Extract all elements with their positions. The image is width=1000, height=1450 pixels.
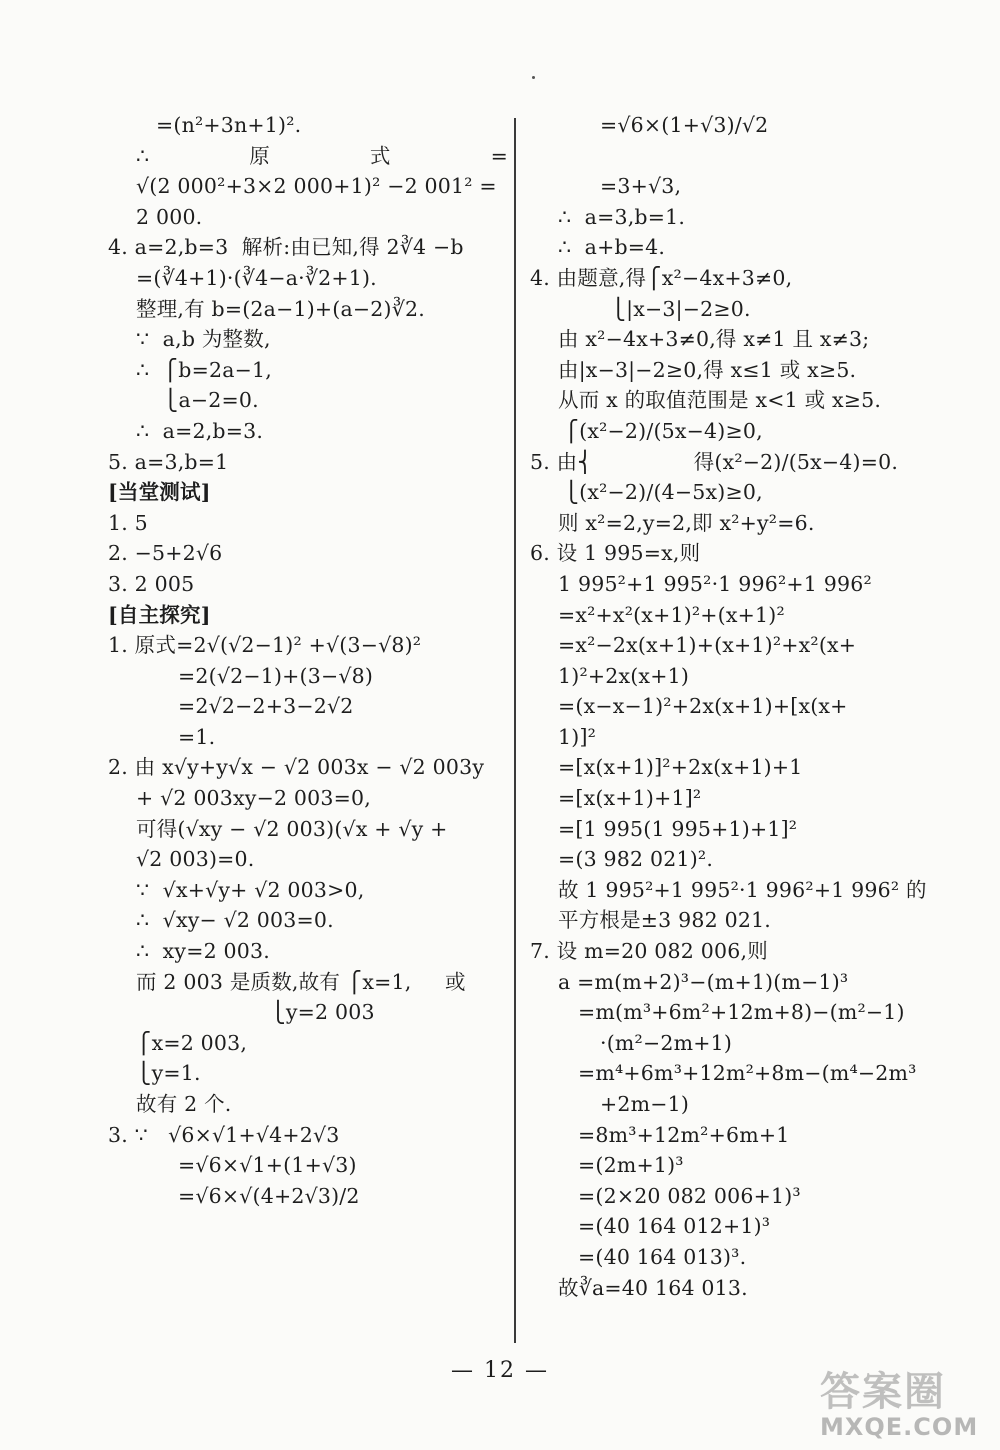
text-line: =(2m+1)³: [578, 1153, 684, 1178]
text-line: =1.: [178, 724, 216, 749]
text-line: =(2×20 082 006+1)³: [578, 1183, 801, 1208]
text-line: 整理,有 b=(2a−1)+(a−2)∛2.: [136, 296, 425, 321]
text-line: 2. 由 x√y+y√x − √2 003x − √2 003y: [108, 755, 485, 780]
text-line: 2. −5+2√6: [108, 541, 223, 566]
text-line: 由|x−3|−2≥0,得 x≤1 或 x≥5.: [558, 357, 857, 382]
text-line: ⎩y=1.: [136, 1061, 201, 1086]
right-column: [530, 110, 950, 1303]
text-line: =[1 995(1 995+1)+1]²: [558, 816, 798, 841]
text-line: √(2 000²+3×2 000+1)² −2 001² =: [136, 174, 497, 199]
text-line: +2m−1): [600, 1092, 690, 1116]
watermark-logo-text: 答案圈: [820, 1368, 946, 1415]
text-line: √2 003)=0.: [136, 847, 255, 872]
text-line: 故有 2 个.: [136, 1092, 232, 1116]
text-line: 3. 2 005: [108, 571, 195, 596]
speck-mark: [532, 76, 535, 79]
text-line: 1)]²: [558, 724, 597, 749]
text-line: ⎩(x²−2)/(4−5x)≥0,: [530, 480, 763, 505]
text-line: ∴ a=3,b=1.: [558, 204, 686, 229]
text-line: =√6×√(4+2√3)/2: [178, 1183, 360, 1208]
text-line: =[x(x+1)]²+2x(x+1)+1: [558, 755, 803, 780]
text-line: 7. 设 m=20 082 006,则: [530, 939, 768, 964]
text-line: ∴ xy=2 003.: [136, 939, 270, 964]
text-line: 故 1 995²+1 995²·1 996²+1 996² 的: [558, 877, 927, 902]
text-line: ∵ a,b 为整数,: [136, 327, 271, 352]
text-line: [108, 141, 508, 172]
text-line: =(40 164 012+1)³: [578, 1214, 771, 1239]
text-line: =x²−2x(x+1)+(x+1)²+x²(x+: [558, 633, 857, 658]
text-line: [530, 141, 950, 172]
text-line: =2√2−2+3−2√2: [178, 694, 354, 719]
text-line: 5. a=3,b=1: [108, 449, 229, 474]
text-line: =x²+x²(x+1)²+(x+1)²: [558, 602, 785, 627]
site-watermark: [820, 1370, 990, 1446]
text-line: 而 2 003 是质数,故有 ⎧x=1, 或: [136, 969, 466, 994]
text-line: ∴ √xy− √2 003=0.: [136, 908, 334, 933]
text-line: 1. 5: [108, 510, 148, 535]
page-number: — 12 —: [451, 1358, 549, 1383]
text-line: 从而 x 的取值范围是 x<1 或 x≥5.: [558, 388, 882, 413]
section-header: [当堂测试]: [108, 480, 211, 505]
left-column: [108, 110, 508, 1211]
text-line: 2 000.: [136, 204, 203, 229]
text-line: =2(√2−1)+(3−√8): [178, 663, 374, 688]
text-line: =(3 982 021)².: [558, 847, 714, 872]
column-divider: [514, 118, 516, 1343]
text-line: =m(m³+6m²+12m+8)−(m²−1): [578, 1000, 905, 1025]
text-line: ⎧x=2 003,: [136, 1030, 248, 1055]
text-token: =: [490, 143, 508, 168]
text-line: ∴ ⎧b=2a−1,: [136, 357, 272, 382]
text-line: =(40 164 013)³.: [578, 1244, 747, 1269]
text-line: + √2 003xy−2 003=0,: [136, 786, 371, 811]
text-line: 4. a=2,b=3 解析:由已知,得 2∛4 −b: [108, 235, 464, 260]
watermark-url: MXQE.COM: [820, 1413, 979, 1441]
text-line: ⎩|x−3|−2≥0.: [530, 296, 751, 321]
text-line: =[x(x+1)+1]²: [558, 786, 702, 811]
text-line: 则 x²=2,y=2,即 x²+y²=6.: [558, 510, 815, 535]
text-line: ∴ a=2,b=3.: [136, 418, 264, 443]
text-line: 4. 由题意,得⎧x²−4x+3≠0,: [530, 265, 793, 290]
text-line: 由 x²−4x+3≠0,得 x≠1 且 x≠3;: [558, 327, 870, 352]
text-line: 5. 由⎨ 得(x²−2)/(5x−4)=0.: [530, 449, 899, 474]
text-line: 3. ∵ √6×√1+√4+2√3: [108, 1122, 340, 1147]
text-token: ∴: [136, 143, 150, 168]
section-header: [自主探究]: [108, 602, 211, 627]
text-line: ⎩a−2=0.: [136, 388, 259, 413]
text-line: =(x−x−1)²+2x(x+1)+[x(x+: [558, 694, 848, 719]
text-line: 故∛a=40 164 013.: [558, 1275, 748, 1300]
text-line: ⎩y=2 003: [136, 1000, 375, 1025]
text-line: =m⁴+6m³+12m²+8m−(m⁴−2m³: [578, 1061, 917, 1086]
text-token: 式: [369, 143, 391, 168]
text-line: =(n²+3n+1)².: [156, 113, 302, 137]
text-line: ⎧(x²−2)/(5x−4)≥0,: [530, 418, 763, 443]
text-line: =√6×√1+(1+√3): [178, 1153, 357, 1178]
text-line: =√6×(1+√3)/√2: [600, 113, 769, 137]
text-line: a =m(m+2)³−(m+1)(m−1)³: [558, 969, 849, 994]
text-line: 6. 设 1 995=x,则: [530, 541, 701, 566]
text-line: ∴ a+b=4.: [558, 235, 666, 260]
text-token: 原: [249, 143, 270, 168]
text-line: ∵ √x+√y+ √2 003>0,: [136, 877, 365, 902]
text-line: 平方根是±3 982 021.: [558, 908, 772, 933]
text-line: 1 995²+1 995²·1 996²+1 996²: [558, 571, 872, 596]
text-line: =3+√3,: [600, 174, 682, 199]
text-line: 1)²+2x(x+1): [558, 663, 690, 688]
text-line: =(∛4+1)·(∛4−a·∛2+1).: [136, 265, 377, 290]
text-line: =8m³+12m²+6m+1: [578, 1122, 790, 1147]
text-line: 可得(√xy − √2 003)(√x + √y +: [136, 816, 448, 841]
text-line: ·(m²−2m+1): [600, 1030, 733, 1055]
text-line: 1. 原式=2√(√2−1)² +√(3−√8)²: [108, 633, 422, 658]
